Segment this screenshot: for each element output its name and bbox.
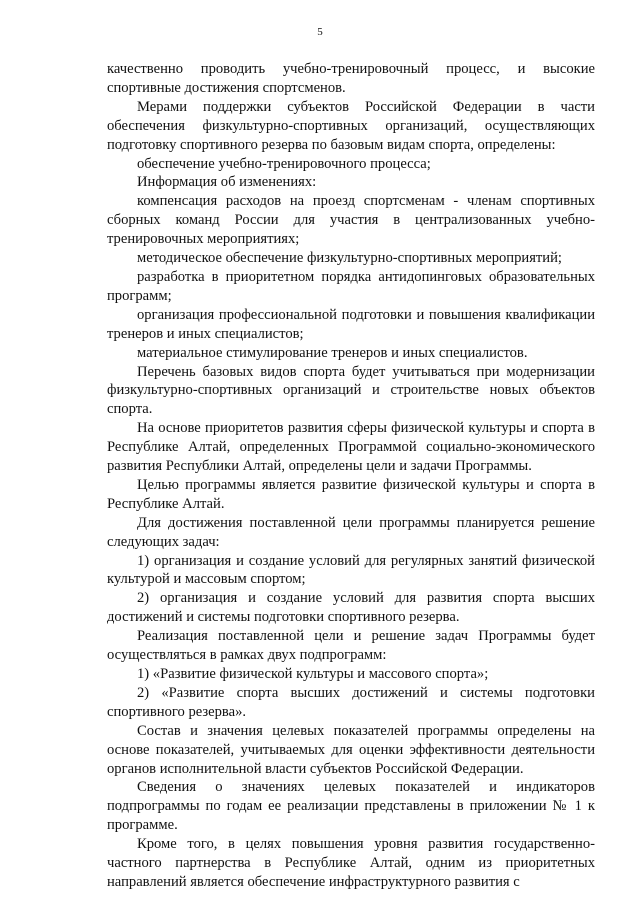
paragraph: методическое обеспечение физкультурно-спортивных мероприятий;	[137, 250, 562, 267]
paragraph: 1) «Развитие физической культуры и массового спорта»;	[137, 666, 489, 682]
paragraph: разработка в приоритетном порядка антидопинговых образовательных программ;	[107, 268, 595, 304]
paragraph: На основе приоритетов развития сферы физической культуры и спорта в Республике Алтай, определенных Программой социально-экономического развития Республики Алтай, определены цели и задачи Программы.	[107, 420, 595, 475]
paragraph: Сведения о значениях целевых показателей и индикаторов подпрограммы по годам ее реализации представлены в приложении № 1 к программе.	[107, 779, 595, 834]
paragraph: 1) организация и создание условий для регулярных занятий физической культурой и массовым спортом;	[107, 552, 595, 588]
paragraph: Реализация поставленной цели и решение задач Программы будет осуществляться в рамках двух подпрограмм:	[107, 628, 595, 664]
paragraph: Кроме того, в целях повышения уровня развития государственно-частного партнерства в Республике Алтай, одним из приоритетных направлений является обеспечение инфраструктурного развития с	[107, 836, 595, 890]
paragraph: 2) организация и создание условий для развития спорта высших достижений и системы подготовки спортивного резерва.	[107, 590, 595, 626]
paragraph: материальное стимулирование тренеров и иных специалистов.	[137, 344, 528, 361]
paragraph: Для достижения поставленной цели программы планируется решение следующих задач:	[107, 514, 595, 550]
document-body	[107, 60, 595, 892]
paragraph: компенсация расходов на проезд спортсменам - членам спортивных сборных команд России для участия в централизованных учебно-тренировочных мероприятиях;	[107, 193, 595, 248]
paragraph: Информация об изменениях:	[137, 174, 317, 191]
page-number: 5	[317, 26, 323, 38]
paragraph: Перечень базовых видов спорта будет учитываться при модернизации физкультурно-спортивных организаций и строительстве новых объектов спорта.	[107, 363, 595, 418]
paragraph: Состав и значения целевых показателей программы определены на основе показателей, учитываемых для оценки эффективности деятельности органов исполнительной власти субъектов Российской Федерации.	[107, 722, 595, 777]
paragraph: Мерами поддержки субъектов Российской Федерации в части обеспечения физкультурно-спортивных организаций, осуществляющих подготовку спортивного резерва по базовым видам спорта, определены:	[107, 98, 595, 153]
paragraph: Целью программы является развитие физической культуры и спорта в Республике Алтай.	[107, 476, 595, 512]
paragraph: обеспечение учебно-тренировочного процесса;	[137, 155, 431, 172]
paragraph: организация профессиональной подготовки и повышения квалификации тренеров и иных специалистов;	[107, 306, 595, 342]
paragraph: 2) «Развитие спорта высших достижений и системы подготовки спортивного резерва».	[107, 684, 595, 720]
paragraph: качественно проводить учебно-тренировочный процесс, и высокие спортивные достижения спортсменов.	[107, 61, 595, 96]
